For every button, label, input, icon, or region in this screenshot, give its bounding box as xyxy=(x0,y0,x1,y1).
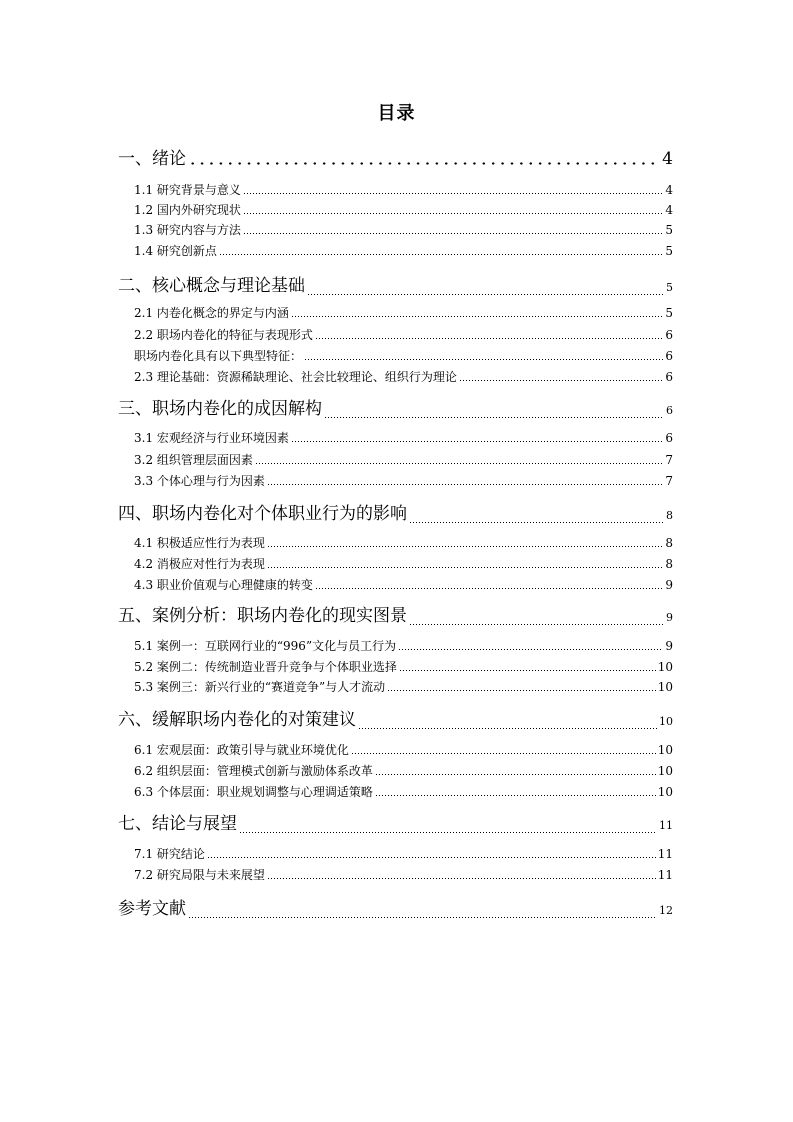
toc-page-number: 6 xyxy=(666,404,673,417)
dot-leader xyxy=(387,690,656,691)
dot-leader xyxy=(291,441,663,442)
toc-section-1-4[interactable] xyxy=(134,243,673,259)
toc-section-1-2[interactable] xyxy=(134,202,673,218)
dot-leader xyxy=(459,380,663,381)
toc-chapter-label: 五、案例分析：职场内卷化的现实图景 xyxy=(118,606,407,626)
toc-section-label: 1.2 国内外研究现状 xyxy=(134,203,241,217)
toc-page-number: 7 xyxy=(665,474,673,488)
toc-page-number: 10 xyxy=(657,680,673,694)
toc-page-number: 4 xyxy=(665,203,673,217)
toc-chapter-label: 二、核心概念与理论基础 xyxy=(118,276,305,296)
dot-leader xyxy=(398,649,663,650)
toc-chapter-label: 四、职场内卷化对个体职业行为的影响 xyxy=(118,504,407,524)
toc-page-number: 6 xyxy=(665,431,673,445)
toc-section-label: 1.4 研究创新点 xyxy=(134,244,217,258)
dot-leader xyxy=(291,316,663,317)
dot-leader xyxy=(219,254,663,255)
toc-section-2-3[interactable] xyxy=(134,369,673,385)
toc-page-number: 5 xyxy=(666,281,673,294)
toc-section-label: 4.1 积极适应性行为表现 xyxy=(134,536,265,550)
dot-leader xyxy=(239,832,657,833)
dot-leader xyxy=(399,670,656,671)
toc-section-6-1[interactable] xyxy=(134,742,673,758)
toc-page-number: 12 xyxy=(659,904,673,917)
dot-leader xyxy=(375,774,656,775)
toc-page-number: 8 xyxy=(666,509,673,522)
toc-page-number: 4 xyxy=(665,183,673,197)
toc-page-number: 9 xyxy=(666,611,673,624)
toc-section-2-2-features[interactable] xyxy=(134,348,673,364)
dot-leader xyxy=(358,728,657,729)
toc-section-label: 7.2 研究局限与未来展望 xyxy=(134,868,265,882)
dot-leader xyxy=(188,917,657,918)
toc-chapter-7[interactable] xyxy=(118,813,673,837)
toc-chapter-6[interactable] xyxy=(118,709,673,733)
toc-section-label: 6.2 组织层面：管理模式创新与激励体系改革 xyxy=(134,764,373,778)
dot-leader xyxy=(375,795,656,796)
dot-leader xyxy=(188,162,660,165)
dot-leader xyxy=(267,567,663,568)
toc-chapter-label: 参考文献 xyxy=(118,899,186,919)
toc-title: 目录 xyxy=(377,103,416,124)
toc-page-number: 8 xyxy=(665,557,673,571)
toc-chapter-3[interactable] xyxy=(118,398,673,422)
toc-chapter-5[interactable] xyxy=(118,605,673,629)
toc-page-number: 10 xyxy=(659,715,673,728)
toc-section-7-2[interactable] xyxy=(134,867,673,883)
toc-references[interactable] xyxy=(118,898,673,922)
toc-chapter-1[interactable] xyxy=(118,148,673,170)
toc-chapter-4[interactable] xyxy=(118,503,673,527)
toc-page-number: 9 xyxy=(665,639,673,653)
toc-chapter-label: 三、职场内卷化的成因解构 xyxy=(118,399,322,419)
toc-page-number: 5 xyxy=(665,244,673,258)
toc-section-2-1[interactable] xyxy=(134,305,673,321)
toc-chapter-label: 六、缓解职场内卷化的对策建议 xyxy=(118,710,356,730)
toc-section-label: 职场内卷化具有以下典型特征： xyxy=(134,349,303,363)
dot-leader xyxy=(267,546,663,547)
dot-leader xyxy=(267,484,663,485)
toc-section-2-2[interactable] xyxy=(134,327,673,343)
dot-leader xyxy=(307,294,664,295)
dot-leader xyxy=(351,753,656,754)
dot-leader xyxy=(304,359,663,360)
toc-section-label: 5.2 案例二：传统制造业晋升竞争与个体职业选择 xyxy=(134,660,397,674)
dot-leader xyxy=(315,338,663,339)
toc-section-label: 2.3 理论基础：资源稀缺理论、社会比较理论、组织行为理论 xyxy=(134,370,457,384)
toc-section-label: 6.1 宏观层面：政策引导与就业环境优化 xyxy=(134,743,349,757)
toc-page-number: 10 xyxy=(657,764,673,778)
toc-page-number: 5 xyxy=(665,223,673,237)
dot-leader xyxy=(243,193,663,194)
dot-leader xyxy=(267,878,656,879)
toc-section-3-2[interactable] xyxy=(134,452,673,468)
toc-section-label: 2.2 职场内卷化的特征与表现形式 xyxy=(134,328,313,342)
toc-section-label: 3.2 组织管理层面因素 xyxy=(134,453,253,467)
toc-page-number: 5 xyxy=(665,306,673,320)
toc-page-number: 7 xyxy=(665,453,673,467)
toc-section-5-3[interactable] xyxy=(134,679,673,695)
toc-section-3-1[interactable] xyxy=(134,430,673,446)
toc-page-number: 10 xyxy=(657,743,673,757)
dot-leader xyxy=(207,857,656,858)
toc-section-4-2[interactable] xyxy=(134,556,673,572)
toc-section-label: 4.3 职业价值观与心理健康的转变 xyxy=(134,578,313,592)
toc-section-5-2[interactable] xyxy=(134,659,673,675)
toc-section-6-2[interactable] xyxy=(134,763,673,779)
toc-section-6-3[interactable] xyxy=(134,784,673,800)
toc-section-label: 3.1 宏观经济与行业环境因素 xyxy=(134,431,289,445)
toc-section-1-3[interactable] xyxy=(134,222,673,238)
toc-chapter-label: 一、绪论 xyxy=(118,149,186,169)
toc-page-number: 8 xyxy=(665,536,673,550)
toc-section-label: 1.3 研究内容与方法 xyxy=(134,223,241,237)
toc-page-number: 6 xyxy=(665,370,673,384)
toc-section-label: 4.2 消极应对性行为表现 xyxy=(134,557,265,571)
dot-leader xyxy=(255,463,663,464)
dot-leader xyxy=(324,417,664,418)
toc-section-label: 2.1 内卷化概念的界定与内涵 xyxy=(134,306,289,320)
toc-chapter-label: 七、结论与展望 xyxy=(118,814,237,834)
toc-section-3-3[interactable] xyxy=(134,473,673,489)
toc-section-label: 5.3 案例三：新兴行业的“赛道竞争”与人才流动 xyxy=(134,680,386,694)
toc-section-label: 1.1 研究背景与意义 xyxy=(134,183,241,197)
toc-page-number: 6 xyxy=(665,328,673,342)
dot-leader xyxy=(409,522,664,523)
toc-page-number: 11 xyxy=(657,868,673,882)
dot-leader xyxy=(315,588,663,589)
toc-page-number: 9 xyxy=(665,578,673,592)
toc-section-label: 6.3 个体层面：职业规划调整与心理调适策略 xyxy=(134,785,373,799)
toc-page-number: 6 xyxy=(665,349,673,363)
dot-leader xyxy=(243,233,663,234)
toc-section-label: 7.1 研究结论 xyxy=(134,847,205,861)
toc-section-4-1[interactable] xyxy=(134,535,673,551)
toc-page-number: 10 xyxy=(657,785,673,799)
dot-leader xyxy=(409,624,664,625)
toc-page-number: 4 xyxy=(662,149,673,169)
toc-page-number: 10 xyxy=(657,660,673,674)
toc-section-5-1[interactable] xyxy=(134,638,673,654)
toc-section-label: 3.3 个体心理与行为因素 xyxy=(134,474,265,488)
toc-section-1-1[interactable] xyxy=(134,182,673,198)
toc-page-number: 11 xyxy=(659,819,673,832)
toc-chapter-2[interactable] xyxy=(118,275,673,299)
toc-section-4-3[interactable] xyxy=(134,577,673,593)
toc-section-label: 5.1 案例一：互联网行业的“996”文化与员工行为 xyxy=(134,639,397,653)
dot-leader xyxy=(243,213,663,214)
toc-section-7-1[interactable] xyxy=(134,846,673,862)
toc-page-number: 11 xyxy=(657,847,673,861)
